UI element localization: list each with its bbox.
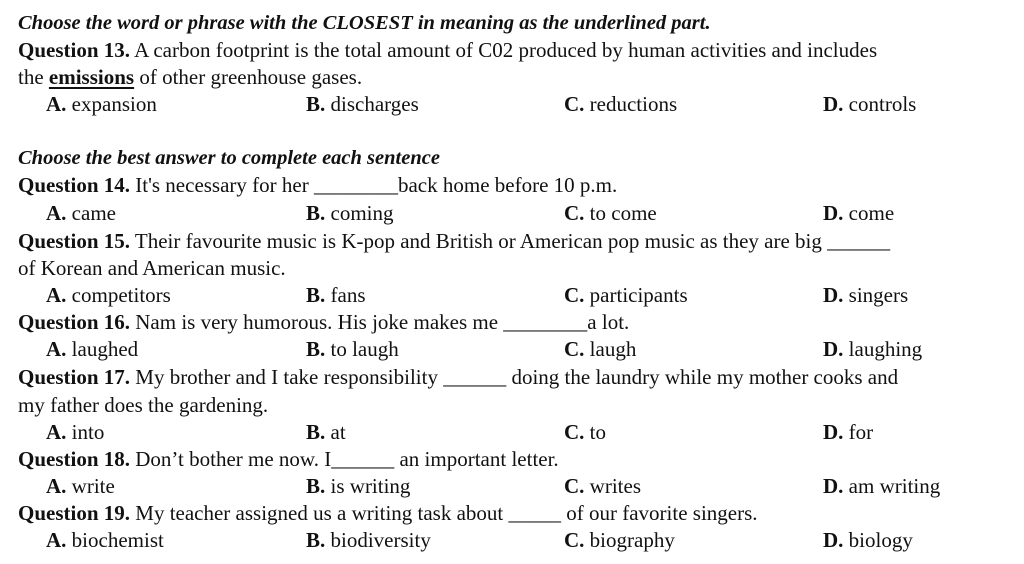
question-text: It's necessary for her ________back home before 10 p.m.	[130, 173, 618, 197]
question-number: Question 19.	[18, 501, 131, 525]
question-number: Question 15.	[18, 229, 131, 253]
q18-option-b[interactable]	[306, 473, 410, 499]
question-14-line-1	[18, 172, 617, 198]
q18-option-c[interactable]	[564, 473, 641, 499]
question-17-line-2	[18, 392, 268, 418]
option-text: laughed	[66, 337, 139, 361]
option-text: competitors	[66, 283, 171, 307]
option-letter: B.	[306, 92, 326, 116]
question-text: My teacher assigned us a writing task about _____ of our favorite singers.	[130, 501, 758, 525]
option-letter: A.	[46, 92, 67, 116]
question-19-line-1	[18, 500, 758, 526]
option-text: biochemist	[66, 528, 164, 552]
option-letter: C.	[564, 283, 585, 307]
q19-option-a[interactable]	[46, 527, 164, 553]
question-text: Don’t bother me now. I______ an important letter.	[130, 447, 559, 471]
q15-option-b[interactable]	[306, 282, 366, 308]
option-text: come	[843, 201, 895, 225]
option-text: came	[66, 201, 116, 225]
option-letter: D.	[823, 92, 844, 116]
q19-option-b[interactable]	[306, 527, 431, 553]
option-letter: A.	[46, 337, 67, 361]
option-text: singers	[843, 283, 909, 307]
q17-option-d[interactable]	[823, 419, 873, 445]
option-text: to	[584, 420, 607, 444]
option-letter: C.	[564, 92, 585, 116]
question-text: My brother and I take responsibility ______ doing the laundry while my mother cooks and	[130, 365, 899, 389]
question-text: Nam is very humorous. His joke makes me ________a lot.	[130, 310, 630, 334]
q17-option-a[interactable]	[46, 419, 104, 445]
option-letter: D.	[823, 420, 844, 444]
q14-option-c[interactable]	[564, 200, 657, 226]
option-text: into	[66, 420, 105, 444]
q14-option-a[interactable]	[46, 200, 116, 226]
option-text: biodiversity	[325, 528, 431, 552]
q13-option-d[interactable]	[823, 91, 916, 117]
option-letter: B.	[306, 528, 326, 552]
option-letter: A.	[46, 420, 67, 444]
option-text: at	[325, 420, 346, 444]
question-text: the	[18, 65, 49, 89]
question-text: Their favourite music is K-pop and British or American pop music as they are big ______	[130, 229, 891, 253]
q14-option-b[interactable]	[306, 200, 394, 226]
option-letter: D.	[823, 528, 844, 552]
question-17-line-1	[18, 364, 898, 390]
option-text: biography	[584, 528, 675, 552]
question-number: Question 18.	[18, 447, 131, 471]
q16-option-a[interactable]	[46, 336, 138, 362]
option-letter: B.	[306, 201, 326, 225]
option-text: write	[66, 474, 115, 498]
option-text: writes	[584, 474, 641, 498]
option-letter: B.	[306, 283, 326, 307]
option-letter: A.	[46, 528, 67, 552]
q15-option-d[interactable]	[823, 282, 908, 308]
option-letter: C.	[564, 420, 585, 444]
option-letter: D.	[823, 283, 844, 307]
q16-option-c[interactable]	[564, 336, 636, 362]
q14-option-d[interactable]	[823, 200, 894, 226]
q19-option-c[interactable]	[564, 527, 675, 553]
q17-option-b[interactable]	[306, 419, 346, 445]
option-text: is writing	[325, 474, 411, 498]
q16-option-d[interactable]	[823, 336, 922, 362]
option-text: laughing	[843, 337, 923, 361]
q13-option-c[interactable]	[564, 91, 677, 117]
question-18-line-1	[18, 446, 559, 472]
option-text: biology	[843, 528, 913, 552]
option-text: am writing	[843, 474, 941, 498]
q13-option-b[interactable]	[306, 91, 419, 117]
option-text: to come	[584, 201, 657, 225]
option-letter: B.	[306, 420, 326, 444]
q16-option-b[interactable]	[306, 336, 399, 362]
option-letter: C.	[564, 474, 585, 498]
option-letter: D.	[823, 337, 844, 361]
option-text: controls	[843, 92, 917, 116]
option-letter: C.	[564, 528, 585, 552]
option-letter: D.	[823, 474, 844, 498]
q18-option-a[interactable]	[46, 473, 115, 499]
q15-option-a[interactable]	[46, 282, 171, 308]
option-letter: A.	[46, 201, 67, 225]
question-16-line-1	[18, 309, 629, 335]
question-text: A carbon footprint is the total amount of C02 produced by human activities and includes	[130, 38, 878, 62]
q18-option-d[interactable]	[823, 473, 940, 499]
section-instruction-complete: Choose the best answer to complete each sentence	[18, 147, 440, 169]
question-number: Question 17.	[18, 365, 131, 389]
q13-option-a[interactable]	[46, 91, 157, 117]
option-letter: C.	[564, 337, 585, 361]
option-text: coming	[325, 201, 394, 225]
section-instruction-closest: Choose the word or phrase with the CLOSEST in meaning as the underlined part.	[18, 12, 711, 34]
option-text: for	[843, 420, 874, 444]
q15-option-c[interactable]	[564, 282, 688, 308]
q17-option-c[interactable]	[564, 419, 606, 445]
question-text: of Korean and American music.	[18, 256, 286, 280]
option-text: laugh	[584, 337, 637, 361]
question-number: Question 16.	[18, 310, 131, 334]
option-text: reductions	[584, 92, 678, 116]
question-text: of other greenhouse gases.	[134, 65, 363, 89]
question-number: Question 14.	[18, 173, 131, 197]
question-15-line-1	[18, 228, 890, 254]
option-letter: A.	[46, 474, 67, 498]
option-text: participants	[584, 283, 688, 307]
option-text: expansion	[66, 92, 157, 116]
option-text: fans	[325, 283, 366, 307]
question-text: my father does the gardening.	[18, 393, 269, 417]
question-number: Question 13.	[18, 38, 131, 62]
option-letter: C.	[564, 201, 585, 225]
option-letter: B.	[306, 474, 326, 498]
question-13-line-1	[18, 37, 877, 63]
option-letter: A.	[46, 283, 67, 307]
option-text: discharges	[325, 92, 419, 116]
underlined-word: emissions	[48, 65, 135, 89]
option-letter: D.	[823, 201, 844, 225]
question-13-line-2	[18, 64, 362, 90]
option-text: to laugh	[325, 337, 399, 361]
option-letter: B.	[306, 337, 326, 361]
question-15-line-2	[18, 255, 286, 281]
q19-option-d[interactable]	[823, 527, 913, 553]
